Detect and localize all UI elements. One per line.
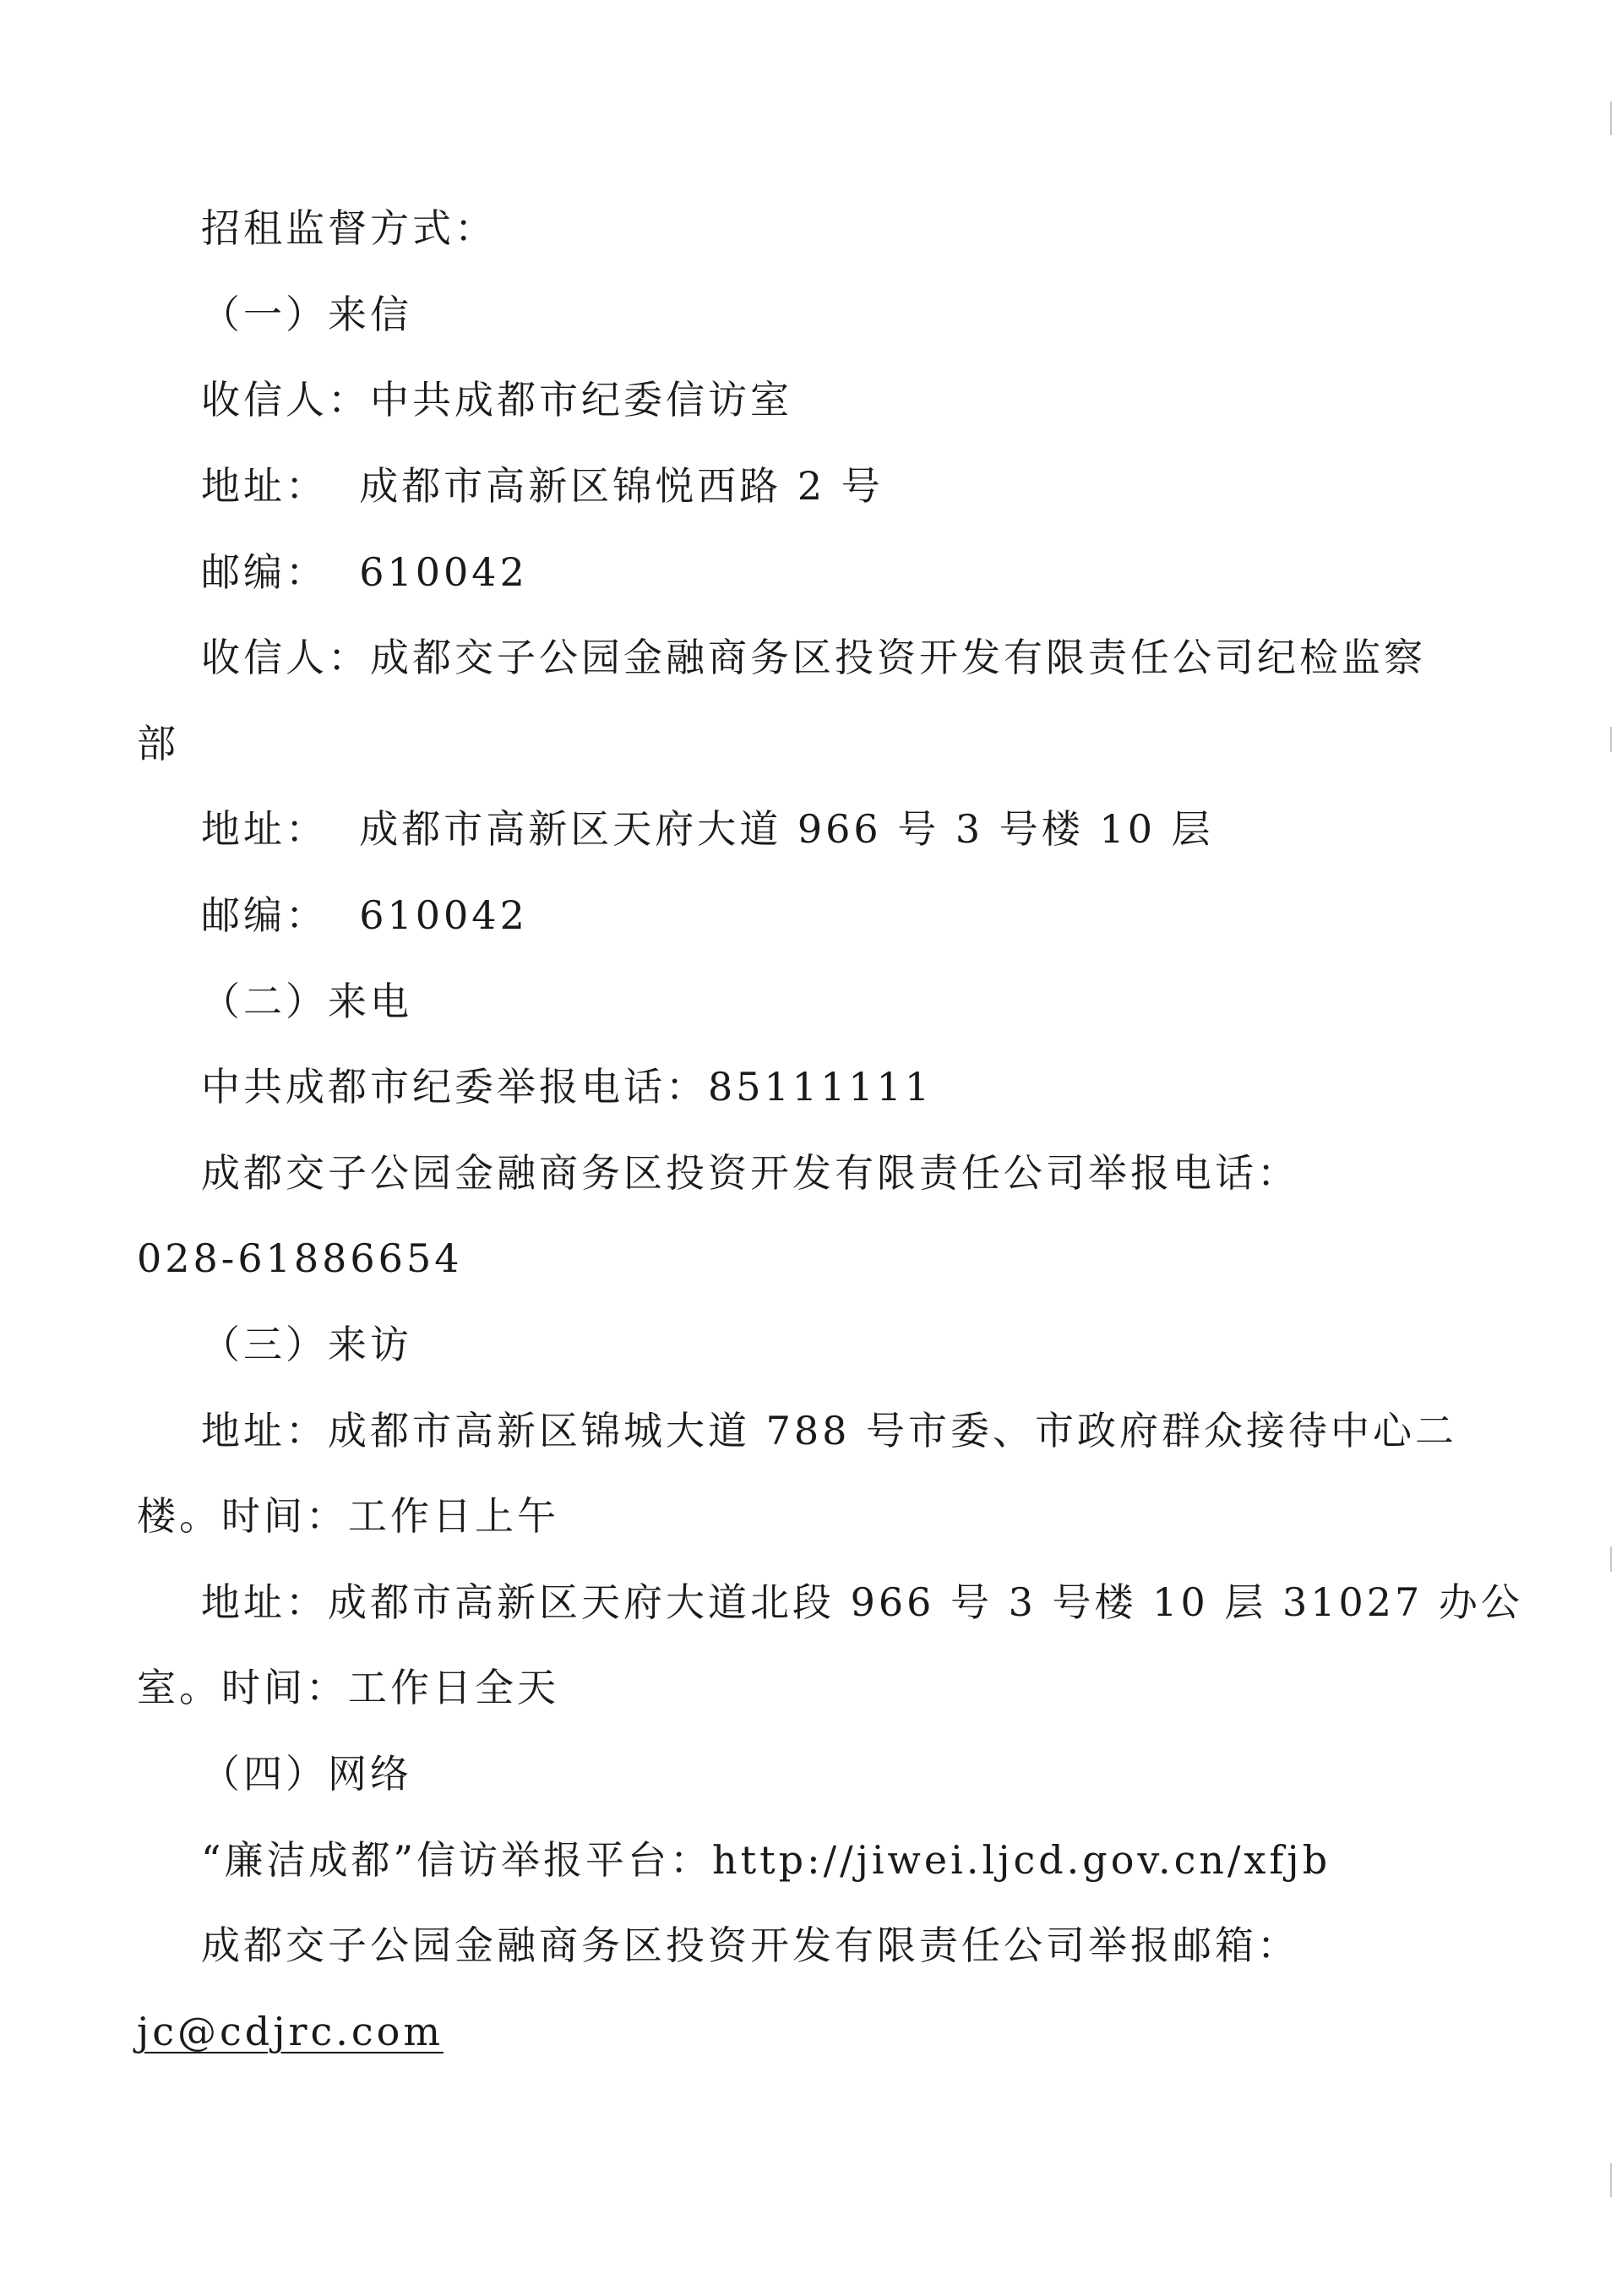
recipient-line-continued: 部: [137, 721, 179, 766]
recipient-line: 收信人：中共成都市纪委信访室: [201, 377, 792, 423]
visit-address-line: 地址：成都市高新区天府大道北段 966 号 3 号楼 10 层 31027 办公: [201, 1579, 1523, 1625]
phone-number: 028-61886654: [137, 1235, 463, 1281]
visit-address-continued: 室。时间：工作日全天: [137, 1665, 559, 1710]
report-platform-line: “廉洁成都”信访举报平台：http://jiwei.ljcd.gov.cn/xfjb: [201, 1837, 1331, 1883]
scan-mark: [1610, 101, 1612, 135]
phone-line: 中共成都市纪委举报电话：85111111: [201, 1064, 933, 1110]
section-visit-heading: （三）来访: [201, 1322, 412, 1367]
recipient-line: 收信人：成都交子公园金融商务区投资开发有限责任公司纪检监察: [201, 635, 1426, 680]
visit-address-continued: 楼。时间：工作日上午: [137, 1493, 559, 1539]
visit-address-line: 地址：成都市高新区锦城大道 788 号市委、市政府群众接待中心二: [201, 1408, 1458, 1453]
phone-line: 成都交子公园金融商务区投资开发有限责任公司举报电话：: [201, 1150, 1299, 1196]
section-online-heading: （四）网络: [201, 1751, 412, 1797]
report-email-link[interactable]: jc@cdjrc.com: [137, 2009, 444, 2054]
scan-mark: [1610, 727, 1612, 752]
scan-mark: [1610, 1546, 1612, 1572]
report-email-line: 成都交子公园金融商务区投资开发有限责任公司举报邮箱：: [201, 1922, 1299, 1968]
postcode-line: 邮编： 610042: [201, 549, 528, 595]
address-line: 地址： 成都市高新区锦悦西路 2 号: [201, 463, 884, 509]
scan-mark: [1610, 2163, 1612, 2197]
supervision-heading: 招租监督方式：: [201, 205, 497, 251]
postcode-line: 邮编： 610042: [201, 892, 528, 938]
section-phone-heading: （二）来电: [201, 979, 412, 1024]
section-letter-heading: （一）来信: [201, 292, 412, 337]
address-line: 地址： 成都市高新区天府大道 966 号 3 号楼 10 层: [201, 806, 1214, 852]
